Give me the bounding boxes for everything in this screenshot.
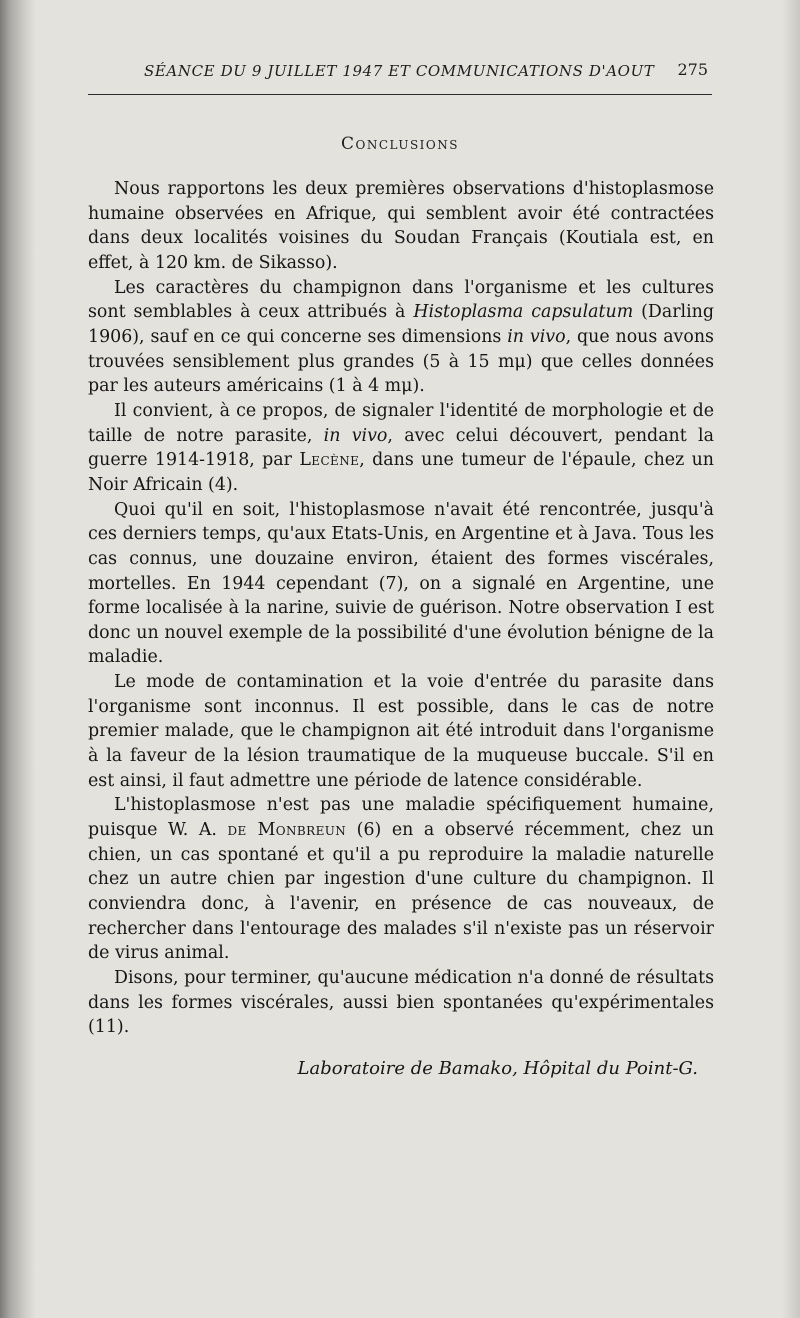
author-name: de Monbreun <box>227 820 347 841</box>
running-title: SÉANCE DU 9 JUILLET 1947 ET COMMUNICATIONS D'AOUT <box>144 62 655 80</box>
paragraph-6-text-a: L'histoplasmose n'est pas une maladie spécifiquement humaine, puisque W. A. <box>88 795 714 841</box>
in-vivo-term: in vivo <box>507 326 566 347</box>
paragraph-7: Disons, pour terminer, qu'aucune médication n'a donné de résultats dans les formes viscérales, aussi bien spontanées qu'expérimentales (11). <box>88 968 714 1038</box>
paragraph-3 <box>88 399 714 498</box>
paragraph-3-text-b: , avec celui découvert, pendant la guerre 1914-1918, par <box>88 425 714 471</box>
page-edge-shadow <box>0 0 36 1318</box>
body-text <box>88 177 714 1040</box>
paragraph-3-text-c: , dans une tumeur de l'épaule, chez un Noir Africain (4). <box>88 450 714 495</box>
section-title: Conclusions <box>341 134 459 154</box>
paragraph-6 <box>88 793 714 966</box>
paragraph-5: Le mode de contamination et la voie d'entrée du parasite dans l'organisme sont inconnus. Il est possible, dans le cas de notre premier malade, que le champignon ait été introduit dans l'organisme à la faveur de la lésion traumatique de la muqueuse buccale. S'il en est ainsi, il faut admettre une période de latence considérable. <box>88 672 714 791</box>
page-number: 275 <box>677 60 708 79</box>
in-vivo-term: in vivo <box>323 425 388 446</box>
paragraph-3-text-a: Il convient, à ce propos, de signaler l'identité de morphologie et de taille de notre parasite, <box>88 400 714 446</box>
paragraph-2-text-c: , que nous avons trouvées sensiblement plus grandes (5 à 15 mμ) que celles données par les auteurs américains (1 à 4 mμ). <box>88 326 714 397</box>
paragraph-2-text-a: Les caractères du champignon dans l'organisme et les cultures sont semblables à ceux attribués à <box>88 277 714 323</box>
page-edge-shade <box>782 0 800 1318</box>
author-name: Lecène <box>299 450 360 471</box>
paragraph-2-text-b: (Darling 1906), sauf en ce qui concerne ses dimensions <box>88 302 714 347</box>
species-name: Histoplasma capsulatum <box>413 302 634 323</box>
paragraph-6-text-b: (6) en a observé récemment, chez un chien, un cas spontané et qu'il a pu reproduire la maladie naturelle chez un autre chien par ingestion d'une culture du champignon. Il conviendra donc, à l'avenir, en présence de cas nouveaux, de rechercher dans l'entourage des malades s'il n'existe pas un réservoir de virus animal. <box>88 820 714 964</box>
running-header <box>88 58 712 88</box>
paragraph-4: Quoi qu'il en soit, l'histoplasmose n'avait été rencontrée, jusqu'à ces derniers temps, qu'aux Etats-Unis, en Argentine et à Java. Tous les cas connus, une douzaine environ, étaient des formes viscérales, mortelles. En 1944 cependant (7), on a signalé en Argentine, une forme localisée à la narine, suivie de guérison. Notre observation I est donc un nouvel exemple de la possibilité d'une évolution bénigne de la maladie. <box>88 499 714 668</box>
laboratory-signature: Laboratoire de Bamako, Hôpital du Point-G. <box>297 1058 698 1079</box>
paragraph-1: Nous rapportons les deux premières observations d'histoplasmose humaine observées en Afrique, qui semblent avoir été contractées dans deux localités voisines du Soudan Français (Koutiala est, en effet, à 120 km. de Sikasso). <box>88 179 714 273</box>
header-rule <box>88 94 712 95</box>
paragraph-2 <box>88 276 714 399</box>
